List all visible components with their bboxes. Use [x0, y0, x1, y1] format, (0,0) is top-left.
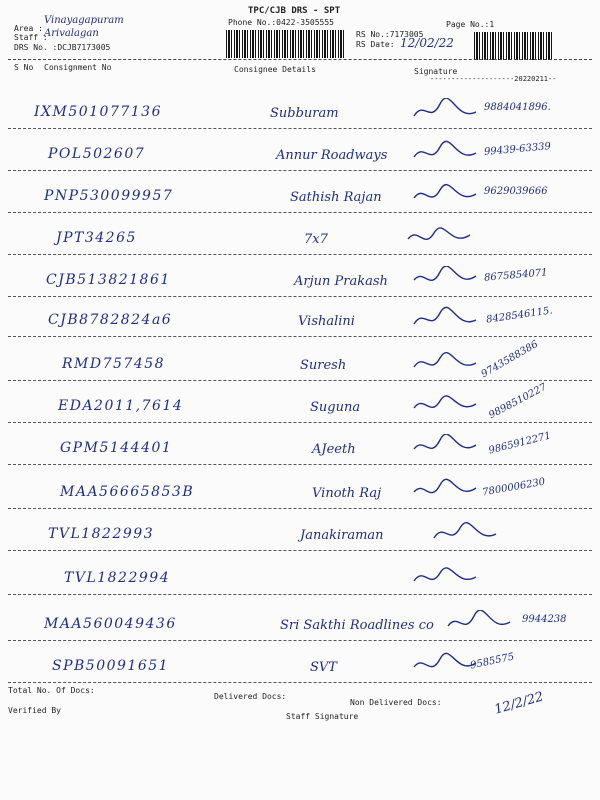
consignee-name: Suguna [310, 400, 361, 415]
barcode-right [474, 32, 552, 60]
receiver-phone: 9585575 [469, 651, 516, 672]
drs-number: DRS No. :DCJB7173005 [14, 43, 111, 52]
page-title: TPC/CJB DRS - SPT [248, 6, 341, 16]
non-delivered-docs-label: Non Delivered Docs: [350, 698, 442, 707]
area-value: Vinayagapuram [44, 15, 124, 26]
consignment-number: POL502607 [48, 146, 146, 162]
row-rule [8, 640, 592, 641]
consignee-name: Suresh [300, 358, 347, 373]
list-item [0, 182, 600, 222]
receiver-phone: 9865912271 [487, 430, 553, 457]
consignee-name: AJeeth [312, 442, 356, 457]
consignee-name: Subburam [270, 106, 339, 121]
signature-scribble [410, 140, 480, 168]
row-rule [8, 296, 592, 297]
receiver-phone: 9884041896. [484, 102, 551, 113]
verified-by-label: Verified By [8, 706, 61, 715]
consignment-number: RMD757458 [62, 356, 166, 372]
signature-scribble [404, 224, 474, 252]
signature-scribble [410, 182, 480, 210]
column-s-no: S No [14, 63, 34, 72]
consignment-number: CJB513821861 [46, 272, 171, 288]
list-item [0, 564, 600, 604]
consignment-number: GPM5144401 [60, 440, 173, 456]
row-rule [8, 336, 592, 337]
row-rule [8, 508, 592, 509]
signature-scribble [410, 98, 480, 126]
receiver-phone: 9629039666 [484, 186, 548, 197]
header-rule [8, 59, 592, 60]
consignment-number: JPT34265 [56, 230, 137, 246]
consignee-name: Janakiraman [300, 528, 384, 543]
area-label: Area : [14, 24, 43, 33]
signature-scribble [410, 306, 480, 334]
signature-scribble [410, 392, 480, 420]
phone-number: Phone No.:0422-3505555 [228, 18, 334, 27]
list-item [0, 266, 600, 306]
list-item [0, 140, 600, 180]
delivered-docs-label: Delivered Docs: [214, 692, 287, 701]
barcode-left [226, 30, 346, 58]
list-item [0, 381, 600, 432]
consignee-name: Annur Roadways [276, 148, 388, 163]
consignment-number: IXM501077136 [34, 104, 162, 120]
staff-signature-label: Staff Signature [286, 712, 359, 721]
list-item [0, 520, 600, 560]
receiver-phone: 8428546115. [485, 305, 554, 326]
consignment-number: CJB8782824a6 [48, 312, 173, 328]
signature-scribble [410, 478, 480, 506]
rs-date-value: 12/02/22 [400, 36, 454, 50]
rs-number: RS No.:7173005 [356, 30, 424, 39]
row-rule [8, 682, 592, 683]
row-rule [8, 254, 592, 255]
rs-date-label: RS Date: [356, 40, 395, 49]
row-rule [8, 594, 592, 595]
consignment-number: TVL1822994 [64, 570, 171, 586]
list-item [0, 430, 600, 474]
row-rule [8, 212, 592, 213]
list-item [0, 224, 600, 264]
consignee-name: 7x7 [304, 232, 328, 247]
list-item [0, 98, 600, 138]
footer-date-note: 12/2/22 [492, 689, 546, 718]
consignee-name: Vinoth Raj [312, 486, 382, 501]
signature-scribble [410, 564, 480, 592]
signature-scribble [410, 434, 480, 462]
row-rule [8, 128, 592, 129]
signature-scribble [410, 266, 480, 294]
receiver-phone: 99439-63339 [483, 141, 552, 158]
staff-label: Staff : [14, 33, 48, 42]
date-stamp: --------------------20220211-- [430, 75, 557, 83]
consignee-name: Sri Sakthi Roadlines co [280, 618, 434, 633]
row-rule [8, 550, 592, 551]
consignment-number: MAA560049436 [44, 616, 177, 632]
receiver-phone: 9944238 [522, 614, 567, 625]
consignee-name: SVT [310, 660, 337, 675]
consignment-number: SPB50091651 [52, 658, 170, 674]
staff-value: Arivalagan [44, 28, 99, 39]
receiver-phone: 9743588386 [479, 338, 541, 381]
consignment-number: EDA2011,7614 [58, 398, 184, 414]
consignment-number: PNP530099957 [44, 188, 174, 204]
column-consignee: Consignee Details [234, 65, 316, 74]
row-rule [8, 170, 592, 171]
row-rule [8, 422, 592, 423]
signature-scribble [444, 610, 514, 638]
consignee-name: Arjun Prakash [294, 274, 388, 289]
signature-scribble [410, 652, 480, 680]
page-number: Page No.:1 [446, 20, 495, 29]
list-item [0, 610, 600, 650]
signature-scribble [430, 520, 500, 548]
signature-scribble [410, 350, 480, 378]
list-item [0, 478, 600, 518]
total-docs-label: Total No. Of Docs: [8, 686, 95, 695]
consignment-number: TVL1822993 [48, 526, 155, 542]
row-rule [8, 380, 592, 381]
receiver-phone: 7800006230 [481, 476, 547, 499]
list-item [0, 306, 600, 346]
consignee-name: Sathish Rajan [290, 190, 382, 205]
column-signature: Signature [414, 67, 458, 76]
consignment-number: MAA56665853B [60, 484, 195, 500]
list-item [0, 338, 600, 390]
receiver-phone: 9898510227 [487, 381, 549, 422]
row-rule [8, 464, 592, 465]
consignee-name: Vishalini [298, 314, 355, 329]
receiver-phone: 8675854071 [483, 267, 548, 284]
column-consignment: Consignment No [44, 63, 112, 72]
